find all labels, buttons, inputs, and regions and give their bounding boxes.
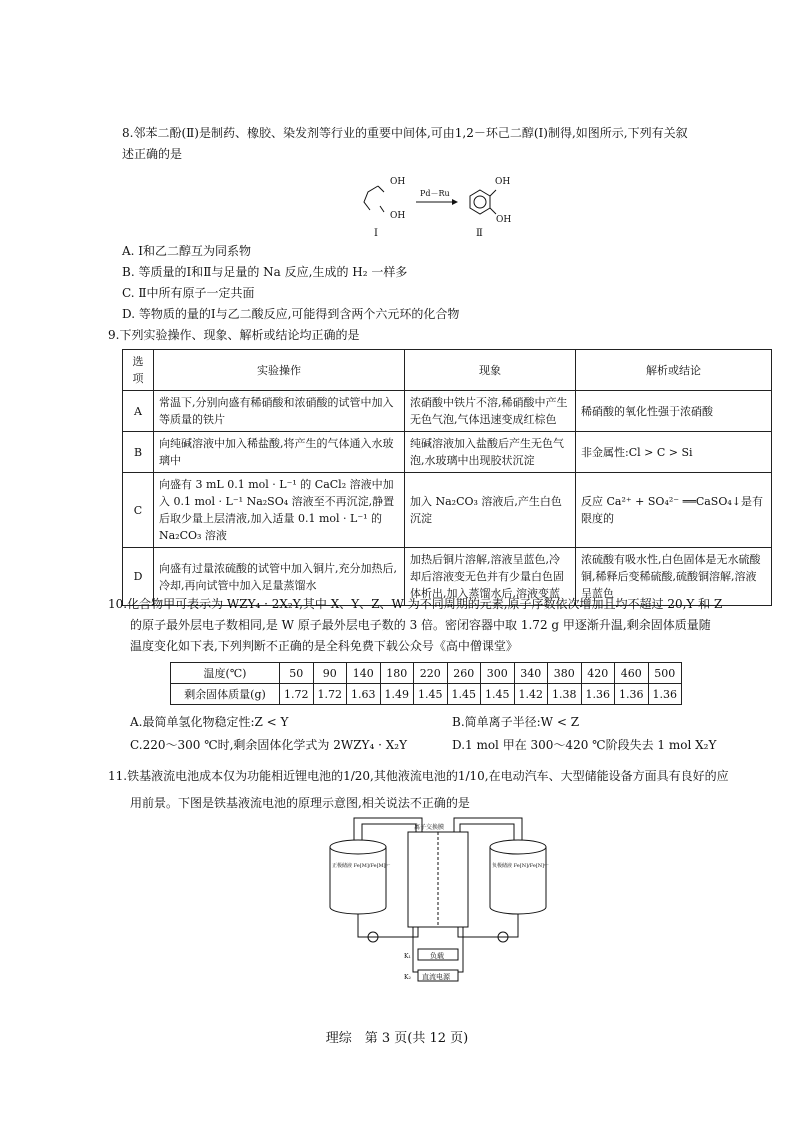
q8-oh-3: OH bbox=[495, 177, 511, 187]
left-tank-label: 正极储液 Fe[M]/Fe[M]ⁿ⁻ bbox=[332, 863, 391, 869]
q8-label-ii: Ⅱ bbox=[476, 228, 483, 239]
temp-cell: 300 bbox=[481, 663, 515, 684]
mass-cell: 1.42 bbox=[514, 684, 548, 705]
q11-stem bbox=[108, 766, 788, 814]
mass-cell: 1.45 bbox=[414, 684, 448, 705]
q8-option-d: D. 等物质的量的Ⅰ与乙二酸反应,可能得到含两个六元环的化合物 bbox=[122, 307, 460, 321]
q8-label-i: Ⅰ bbox=[374, 228, 378, 239]
temp-cell: 260 bbox=[447, 663, 481, 684]
mass-cell: 1.49 bbox=[380, 684, 414, 705]
right-tank-top bbox=[490, 840, 546, 854]
q10-stem-line3: 温度变化如下表,下列判断不正确的是全科免费下载公众号《高中僧课堂》 bbox=[130, 639, 518, 653]
q9-row-conclusion: 稀硝酸的氧化性强于浓硝酸 bbox=[576, 391, 772, 432]
q11-stem-line2: 用前景。下图是铁基液流电池的原理示意图,相关说法不正确的是 bbox=[130, 796, 470, 810]
q8-stem-line2: 述正确的是 bbox=[122, 147, 183, 161]
q11-stem-line1: 11.铁基液流电池成本仅为功能相近锂电池的1/20,其他液流电池的1/10,在电动汽车、大型储能设备方面具有良好的应 bbox=[108, 769, 729, 783]
q8-catalyst: Pd－Ru bbox=[420, 189, 450, 198]
left-tank-body bbox=[330, 847, 386, 914]
table-row bbox=[171, 663, 682, 684]
q9-row-option: C bbox=[123, 473, 154, 548]
q9-row-operation: 向盛有 3 mL 0.1 mol · L⁻¹ 的 CaCl₂ 溶液中加入 0.1 mol · L⁻¹ Na₂SO₄ 溶液至不再沉淀,静置后取少量上层清液,加入适量 0.1 mol · L⁻¹ 的 Na₂CO₃ 溶液 bbox=[154, 473, 405, 548]
left-bottom-pipe bbox=[358, 914, 418, 937]
q9-header-row bbox=[123, 350, 772, 391]
q8-option-b: B. 等质量的Ⅰ和Ⅱ与足量的 Na 反应,生成的 H₂ 一样多 bbox=[122, 265, 408, 279]
mass-cell: 1.38 bbox=[548, 684, 582, 705]
switch-k2-label: K₂ bbox=[404, 974, 411, 981]
q10-option-d: D.1 mol 甲在 300～420 ℃阶段失去 1 mol X₂Y bbox=[452, 738, 717, 752]
q9-row-operation: 向纯碱溶液中加入稀盐酸,将产生的气体通入水玻璃中 bbox=[154, 432, 405, 473]
q9-row-conclusion: 非金属性:Cl > C > Si bbox=[576, 432, 772, 473]
q8-stem bbox=[122, 123, 782, 165]
temp-cell: 90 bbox=[313, 663, 347, 684]
q9-row-option: D bbox=[123, 548, 154, 606]
temp-cell: 420 bbox=[581, 663, 615, 684]
q10-option-b: B.简单离子半径:W < Z bbox=[452, 715, 580, 729]
q9-row-operation: 常温下,分别向盛有稀硝酸和浓硝酸的试管中加入等质量的铁片 bbox=[154, 391, 405, 432]
temp-cell: 340 bbox=[514, 663, 548, 684]
temp-cell: 140 bbox=[347, 663, 381, 684]
q10-stem-line2: 的原子最外层电子数相同,是 W 原子最外层电子数的 3 倍。密闭容器中取 1.72 g 甲逐渐升温,剩余固体质量随 bbox=[130, 618, 711, 632]
q10-stem-line1: 10.化合物甲可表示为 WZY₄ · 2X₂Y,其中 X、Y、Z、W 为不同周期的元素,原子序数依次增加且均不超过 20,Y 和 Z bbox=[108, 597, 723, 611]
q9-row-operation: 向盛有过量浓硫酸的试管中加入铜片,充分加热后,冷却,再向试管中加入足量蒸馏水 bbox=[154, 548, 405, 606]
q10-temperature-table bbox=[170, 662, 682, 705]
q8-option-a: A. Ⅰ和乙二醇互为同系物 bbox=[122, 244, 252, 258]
mass-cell: 1.72 bbox=[313, 684, 347, 705]
q8-oh-2: OH bbox=[390, 211, 406, 221]
switch-k1-label: K₁ bbox=[404, 953, 411, 960]
mass-cell: 1.36 bbox=[615, 684, 649, 705]
q8-oh-4: OH bbox=[496, 215, 512, 225]
page-footer: 理综 第 3 页(共 12 页) bbox=[325, 1031, 469, 1046]
q9-header-option: 选项 bbox=[123, 350, 154, 391]
q10-stem bbox=[108, 594, 788, 657]
temp-cell: 380 bbox=[548, 663, 582, 684]
flow-battery-diagram bbox=[318, 812, 558, 992]
table-row bbox=[171, 684, 682, 705]
q9-stem: 9.下列实验操作、现象、解析或结论均正确的是 bbox=[108, 328, 360, 342]
left-top-pipe bbox=[354, 818, 422, 840]
temp-cell: 460 bbox=[615, 663, 649, 684]
mass-cell: 1.45 bbox=[481, 684, 515, 705]
mass-cell: 1.63 bbox=[347, 684, 381, 705]
mass-cell: 1.36 bbox=[648, 684, 682, 705]
q8-option-c: C. Ⅱ中所有原子一定共面 bbox=[122, 286, 255, 300]
q9-row-phenomenon: 加入 Na₂CO₃ 溶液后,产生白色沉淀 bbox=[405, 473, 576, 548]
q10-option-a: A.最简单氢化物稳定性:Z < Y bbox=[130, 715, 289, 729]
membrane-label: 离子交换膜 bbox=[414, 824, 445, 831]
q8-stem-line1: 8.邻苯二酚(Ⅱ)是制药、橡胶、染发剂等行业的重要中间体,可由1,2－环己二醇(Ⅰ)制得,如图所示,下列有关叙 bbox=[122, 126, 688, 140]
right-tank-label: 负极储液 Fe[N]/Fe[N]ⁿ⁻ bbox=[492, 863, 549, 869]
right-bottom-pipe bbox=[458, 914, 518, 937]
q10-option-c: C.220～300 ℃时,剩余固体化学式为 2WZY₄ · X₂Y bbox=[130, 738, 408, 752]
q9-row-phenomenon: 加热后铜片溶解,溶液呈蓝色,冷却后溶液变无色并有少量白色固体析出,加入蒸馏水后,溶液变蓝 bbox=[405, 548, 576, 606]
q9-header-phenomenon: 现象 bbox=[405, 350, 576, 391]
q8-reaction-diagram bbox=[360, 170, 520, 240]
cyclohexane-diol-structure bbox=[364, 186, 384, 212]
temp-cell: 180 bbox=[380, 663, 414, 684]
table-row bbox=[123, 473, 772, 548]
mass-cell: 1.45 bbox=[447, 684, 481, 705]
q9-row-phenomenon: 浓硝酸中铁片不溶,稀硝酸中产生无色气泡,气体迅速变成红棕色 bbox=[405, 391, 576, 432]
q9-row-option: B bbox=[123, 432, 154, 473]
right-tank-body bbox=[490, 847, 546, 914]
temp-label: 温度(℃) bbox=[171, 663, 280, 684]
temp-cell: 220 bbox=[414, 663, 448, 684]
q9-table bbox=[122, 349, 772, 606]
q9-row-conclusion: 浓硫酸有吸水性,白色固体是无水硫酸铜,稀释后变稀硫酸,硫酸铜溶解,溶液呈蓝色 bbox=[576, 548, 772, 606]
load-label: 负载 bbox=[430, 952, 444, 960]
q8-oh-1: OH bbox=[390, 177, 406, 187]
mass-label: 剩余固体质量(g) bbox=[171, 684, 280, 705]
temp-cell: 500 bbox=[648, 663, 682, 684]
mass-cell: 1.72 bbox=[280, 684, 314, 705]
arrow-head bbox=[452, 199, 458, 205]
table-row bbox=[123, 391, 772, 432]
q9-row-conclusion: 反应 Ca²⁺ + SO₄²⁻ ══CaSO₄↓是有限度的 bbox=[576, 473, 772, 548]
mass-cell: 1.36 bbox=[581, 684, 615, 705]
benzene-diol-structure bbox=[470, 190, 496, 214]
q9-header-conclusion: 解析或结论 bbox=[576, 350, 772, 391]
right-top-pipe bbox=[454, 818, 522, 840]
left-tank-top bbox=[330, 840, 386, 854]
dc-source-label: 直流电源 bbox=[422, 973, 450, 981]
q9-header-operation: 实验操作 bbox=[154, 350, 405, 391]
q9-row-phenomenon: 纯碱溶液加入盐酸后产生无色气泡,水玻璃中出现胶状沉淀 bbox=[405, 432, 576, 473]
table-row bbox=[123, 432, 772, 473]
q9-row-option: A bbox=[123, 391, 154, 432]
temp-cell: 50 bbox=[280, 663, 314, 684]
